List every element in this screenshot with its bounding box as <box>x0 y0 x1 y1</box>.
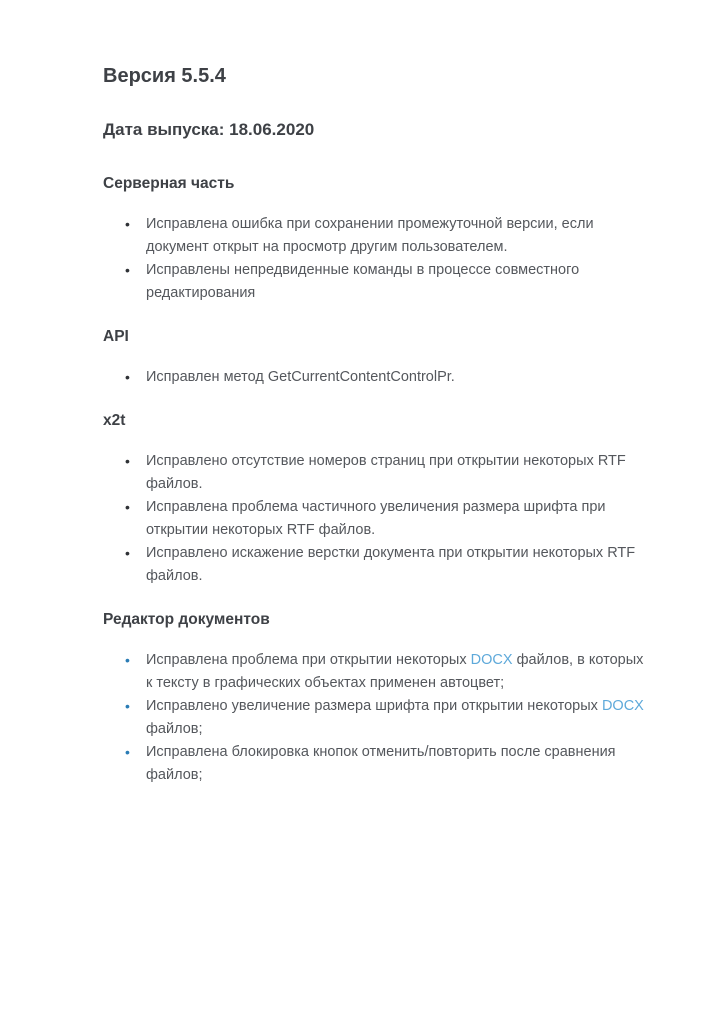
docx-link[interactable]: DOCX <box>601 698 644 714</box>
text-segment: Исправлено отсутствие номеров страниц при открытии некоторых RTF файлов. <box>146 453 626 492</box>
bullet-icon: • <box>125 369 130 385</box>
text-segment: Исправлено увеличение размера шрифта при открытии некоторых <box>146 698 602 714</box>
text-segment: Исправлена ошибка при сохранении промежуточной версии, если документ открыт на просмотр другим пользователем. <box>146 216 594 255</box>
list-item-text <box>146 369 455 385</box>
section-list-api <box>103 366 648 389</box>
text-segment: файлов; <box>146 721 203 737</box>
text-segment: Исправлен метод GetCurrentContentControlPr. <box>146 369 455 385</box>
section-heading-api: API <box>103 328 129 345</box>
list-item <box>103 695 648 741</box>
bullet-icon: • <box>125 545 130 561</box>
list-item <box>103 259 648 305</box>
section-list-server <box>103 213 648 305</box>
list-item-text <box>146 744 616 783</box>
bullet-icon: • <box>125 652 130 668</box>
list-item-text <box>146 453 626 492</box>
list-item <box>103 366 648 389</box>
release-date-heading: Дата выпуска: 18.06.2020 <box>103 120 315 139</box>
version-title: Версия 5.5.4 <box>103 65 226 87</box>
list-item <box>103 213 648 259</box>
list-item-text <box>146 545 635 584</box>
list-item-text <box>146 499 606 538</box>
section-heading-x2t: x2t <box>103 412 126 429</box>
text-segment: Исправлена проблема частичного увеличения размера шрифта при открытии некоторых RTF файлов. <box>146 499 606 538</box>
list-item-text <box>146 698 644 737</box>
bullet-icon: • <box>125 744 130 760</box>
section-heading-server: Серверная часть <box>103 175 235 192</box>
bullet-icon: • <box>125 216 130 232</box>
list-item <box>103 450 648 496</box>
list-item <box>103 542 648 588</box>
section-heading-document-editor: Редактор документов <box>103 611 270 628</box>
section-list-x2t <box>103 450 648 588</box>
text-segment: Исправлена проблема при открытии некоторых <box>146 652 471 668</box>
docx-link[interactable]: DOCX <box>470 652 513 668</box>
list-item-text <box>146 652 643 691</box>
list-item-text <box>146 262 579 301</box>
text-segment: Исправлена блокировка кнопок отменить/повторить после сравнения файлов; <box>146 744 616 783</box>
bullet-icon: • <box>125 453 130 469</box>
text-segment: файлов, в которых к тексту в графических объектах применен автоцвет; <box>146 652 644 691</box>
list-item-text <box>146 216 594 255</box>
text-segment: Исправлено искажение верстки документа при открытии некоторых RTF файлов. <box>146 545 636 584</box>
bullet-icon: • <box>125 262 130 278</box>
text-segment: Исправлены непредвиденные команды в процессе совместного редактирования <box>146 262 580 301</box>
list-item <box>103 496 648 542</box>
sections-container <box>103 174 668 787</box>
section-list-document-editor <box>103 649 648 787</box>
list-item <box>103 741 648 787</box>
list-item <box>103 649 648 695</box>
bullet-icon: • <box>125 698 130 714</box>
bullet-icon: • <box>125 499 130 515</box>
